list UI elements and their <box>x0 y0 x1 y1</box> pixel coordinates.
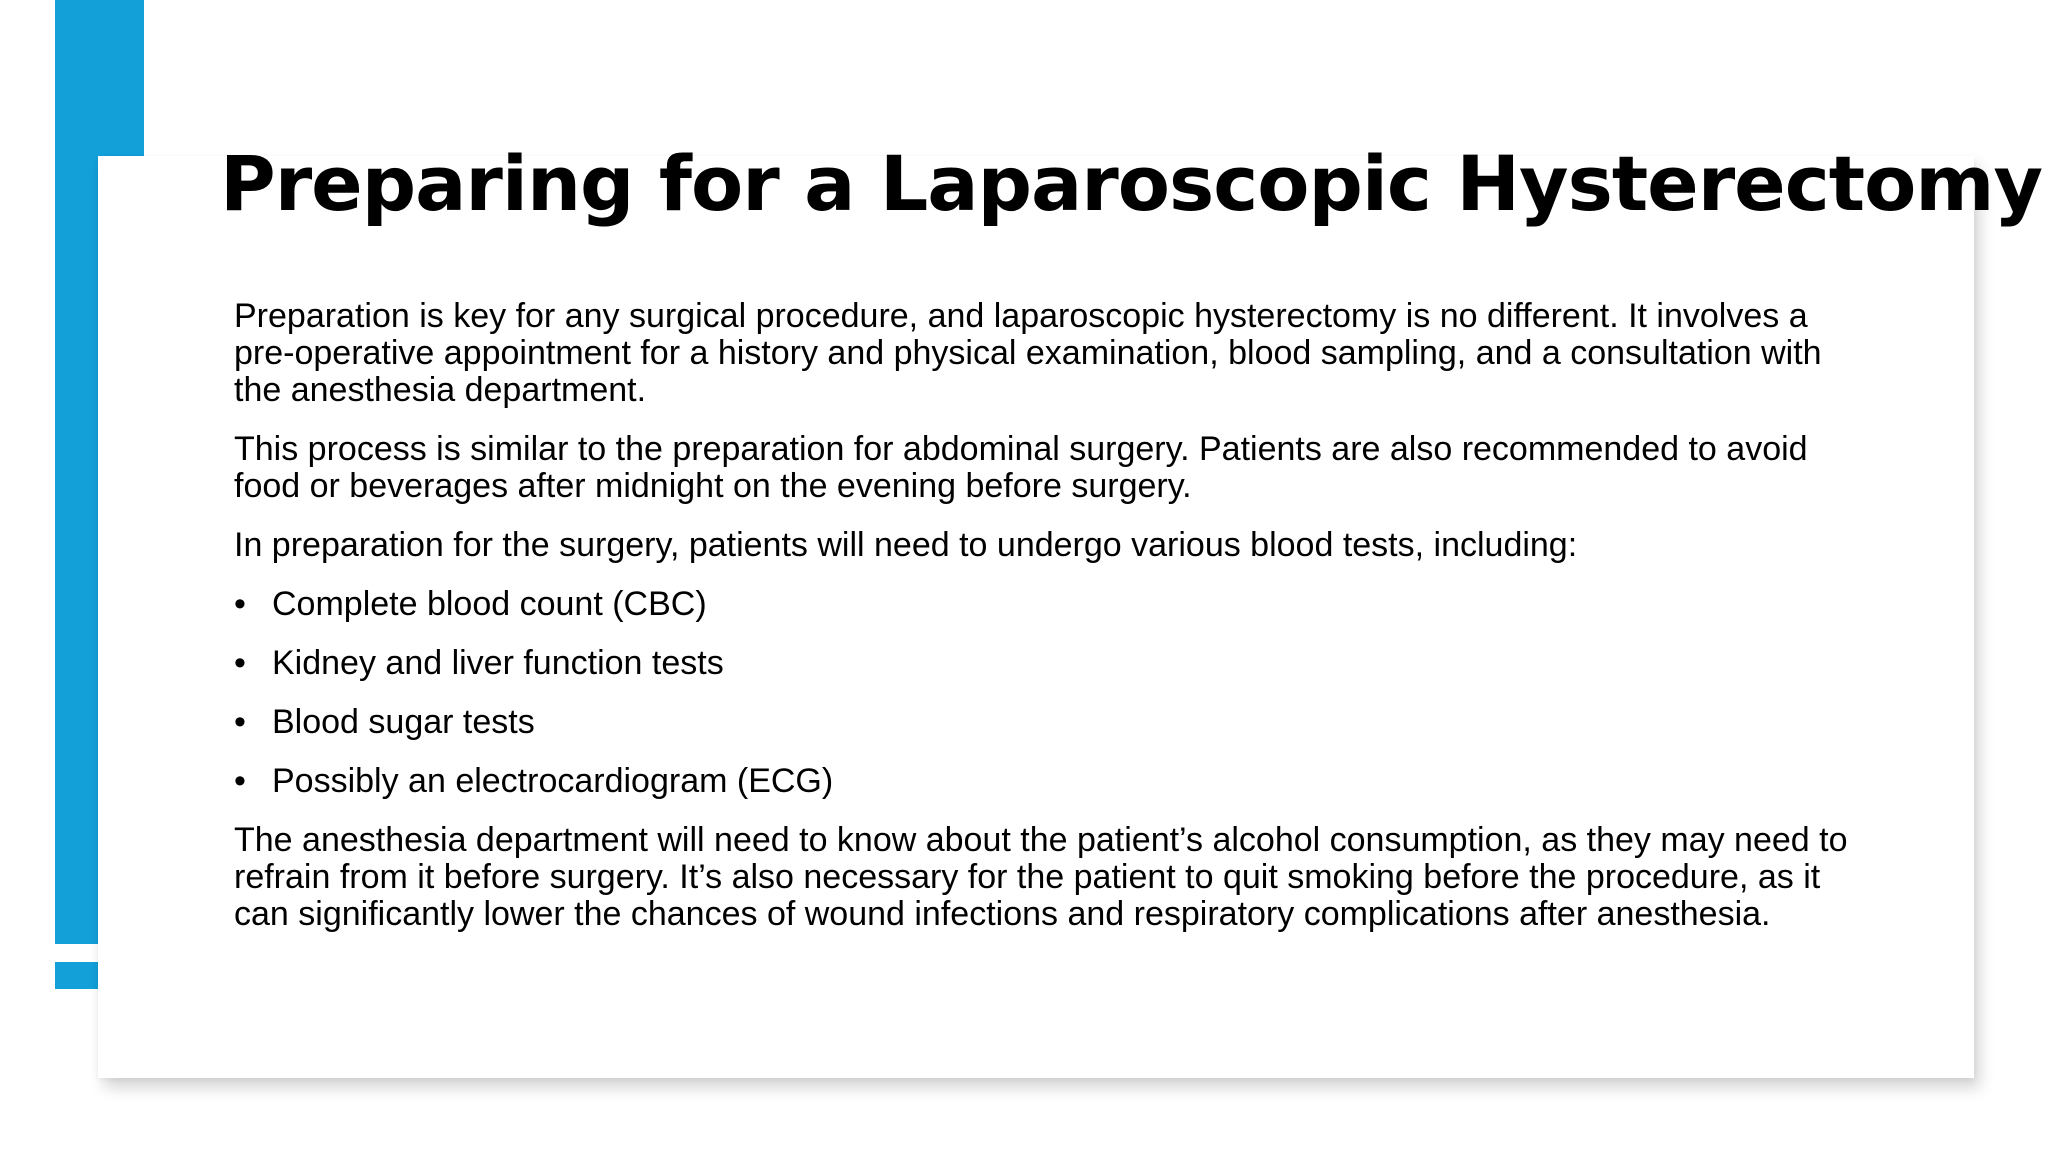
bullet-icon: • <box>234 585 246 623</box>
paragraph-tests-intro: In preparation for the surgery, patients will need to undergo various blood tests, including: <box>234 526 1578 564</box>
bullet-icon: • <box>234 703 246 741</box>
list-item <box>234 586 1874 623</box>
paragraph-process: This process is similar to the preparation for abdominal surgery. Patients are also recommended to avoid food or beverages after midnight on the evening before surgery. <box>234 430 1808 505</box>
list-item-text: Kidney and liver function tests <box>272 644 724 682</box>
list-item <box>234 645 1874 682</box>
accent-bar-small <box>55 962 98 989</box>
blood-test-list <box>234 586 1874 800</box>
list-item <box>234 704 1874 741</box>
list-item-text: Blood sugar tests <box>272 703 535 741</box>
paragraph-intro: Preparation is key for any surgical procedure, and laparoscopic hysterectomy is no different. It involves a pre-operative appointment for a history and physical examination, blood sampling, and a consultation with the anesthesia department. <box>234 297 1822 409</box>
paragraph-closing: The anesthesia department will need to know about the patient’s alcohol consumption, as they may need to refrain from it before surgery. It’s also necessary for the patient to quit smoking before the procedure, as it can significantly lower the chances of wound infections and respiratory complications after anesthesia. <box>234 821 1848 933</box>
slide-title: Preparing for a Laparoscopic Hysterectomy <box>220 139 2043 228</box>
bullet-icon: • <box>234 644 246 682</box>
bullet-icon: • <box>234 762 246 800</box>
accent-bar-left <box>55 156 98 944</box>
list-item <box>234 763 1874 800</box>
list-item-text: Possibly an electrocardiogram (ECG) <box>272 762 834 800</box>
slide-body <box>234 298 1874 955</box>
accent-bar-top <box>55 0 144 156</box>
list-item-text: Complete blood count (CBC) <box>272 585 707 623</box>
